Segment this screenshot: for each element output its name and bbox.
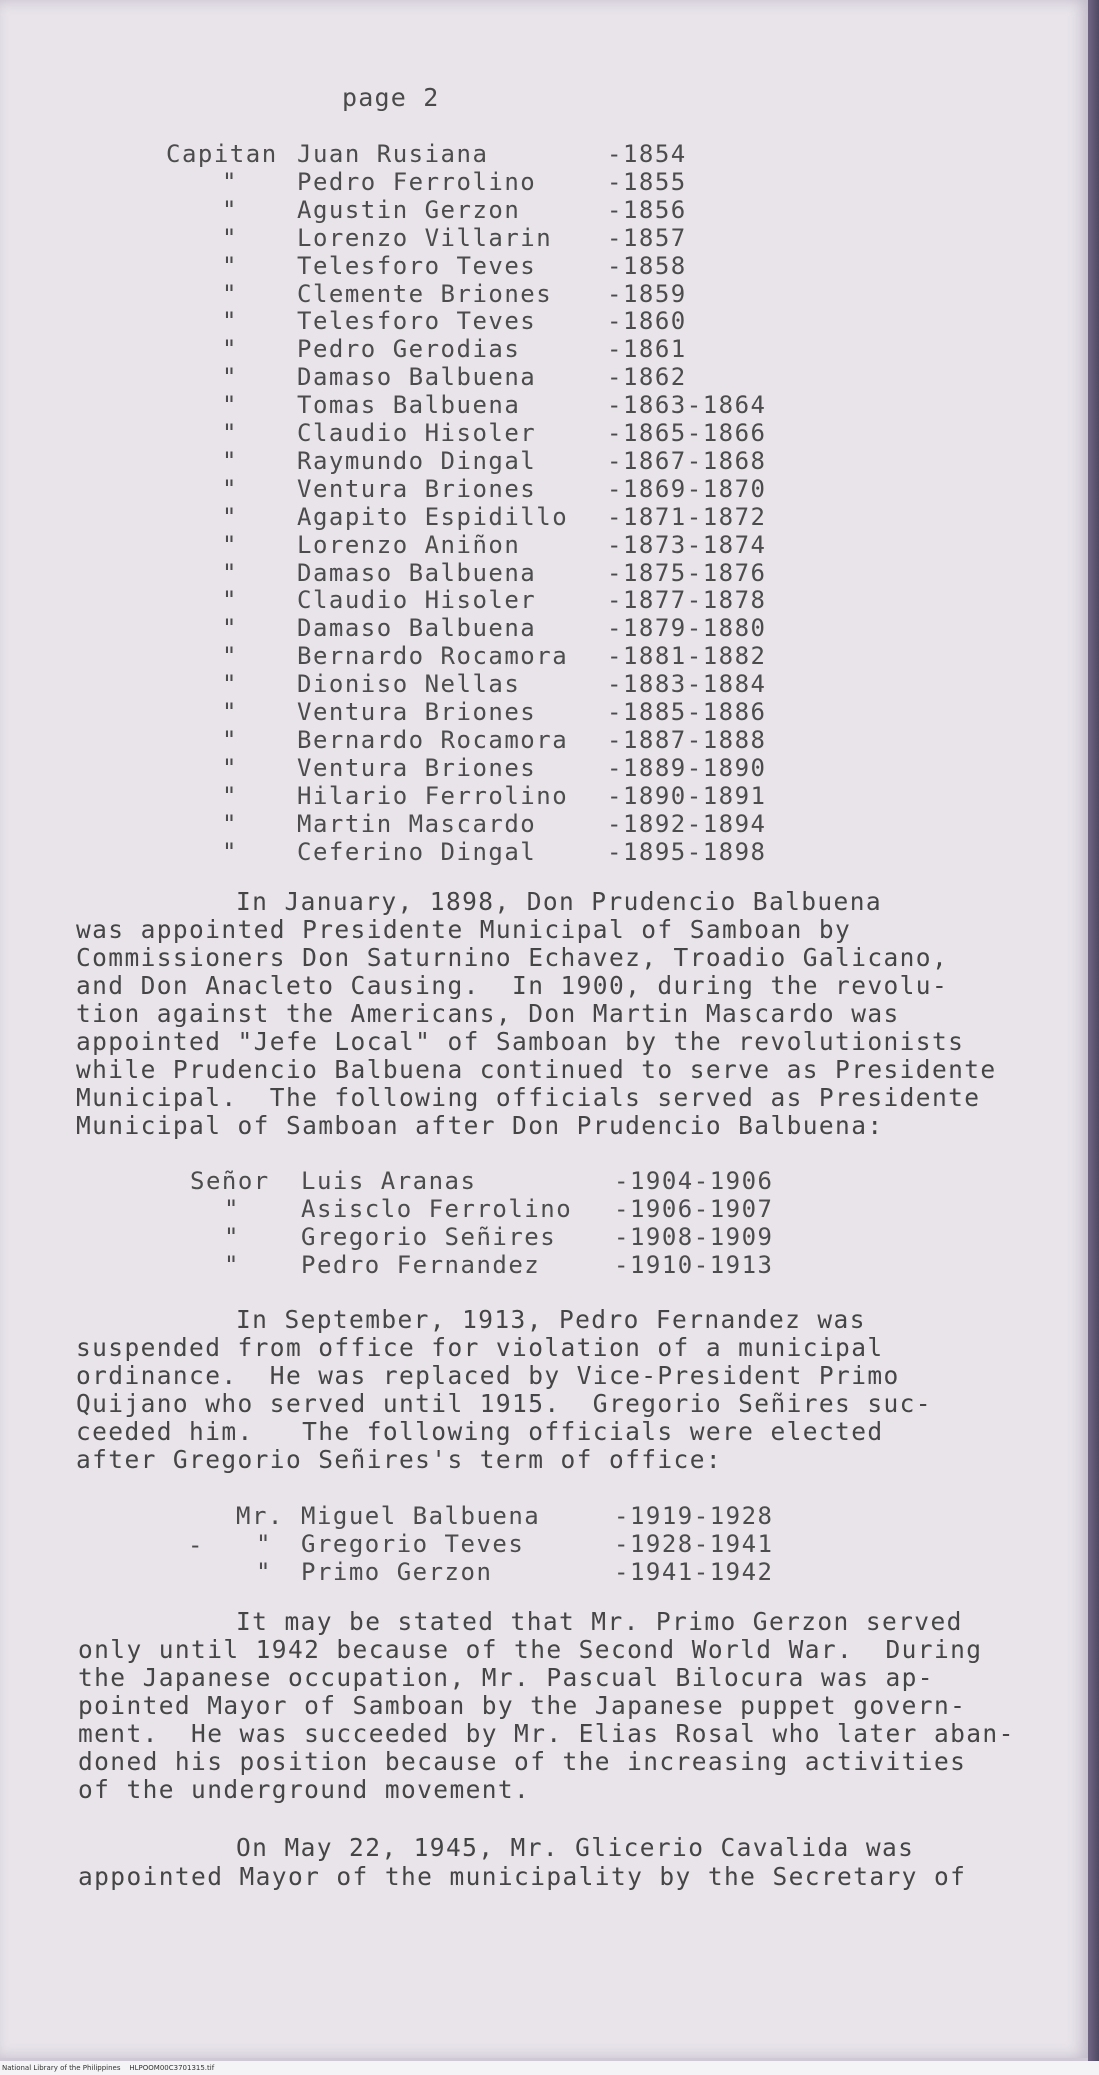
row-years: -1871-1872 <box>607 502 767 531</box>
paragraph-line: Commissioners Don Saturnino Echavez, Troadio Galicano, <box>76 943 949 972</box>
row-years: -1904-1906 <box>614 1167 774 1195</box>
list-row <box>0 363 900 391</box>
list-row <box>0 252 900 280</box>
row-title: " <box>222 781 238 810</box>
row-years: -1858 <box>607 251 687 280</box>
row-title: " <box>256 1530 272 1558</box>
paragraph-line: Municipal. The following officials served as Presidente <box>76 1083 981 1112</box>
row-title: " <box>224 1195 240 1223</box>
row-title: " <box>222 391 238 420</box>
paragraph-line: after Gregorio Señires's term of office: <box>76 1445 723 1474</box>
paragraph-line: doned his position because of the increasing activities <box>78 1747 967 1776</box>
list-row <box>0 586 900 614</box>
row-name: Lorenzo Villarin <box>297 223 553 252</box>
row-title: " <box>224 1251 240 1279</box>
paragraph-line: and Don Anacleto Causing. In 1900, during the revolu- <box>76 971 949 1000</box>
row-years: -1910-1913 <box>614 1251 774 1279</box>
row-title: " <box>222 837 238 866</box>
paragraph-line: was appointed Presidente Municipal of Samboan by <box>76 915 852 944</box>
paragraph-line: the Japanese occupation, Mr. Pascual Bilocura was ap- <box>78 1663 934 1692</box>
row-name: Pedro Ferrolino <box>297 167 537 196</box>
row-name: Telesforo Teves <box>297 307 537 336</box>
row-years: -1865-1866 <box>607 419 767 447</box>
row-title: " <box>222 335 238 364</box>
row-name: Bernardo Rocamora <box>297 642 569 671</box>
row-name: Martin Mascardo <box>297 809 537 838</box>
row-title: " <box>256 1558 272 1586</box>
row-title: Mr. <box>236 1502 284 1530</box>
scan-footer: National Library of the Philippines HLPOOM00C3701315.tif <box>0 2061 1099 2075</box>
list-row <box>0 559 900 587</box>
row-name: Tomas Balbuena <box>297 391 521 420</box>
row-years: -1855 <box>607 167 687 196</box>
row-name: Ceferino Dingal <box>297 837 537 866</box>
paragraph-line: ordinance. He was replaced by Vice-President Primo <box>76 1361 900 1390</box>
paragraph-line: tion against the Americans, Don Martin Mascardo was <box>76 999 900 1028</box>
list-row <box>0 782 900 810</box>
row-years: -1883-1884 <box>607 670 767 699</box>
row-years: -1892-1894 <box>607 809 767 838</box>
list-row <box>0 1502 900 1530</box>
paragraph-line: ceeded him. The following officials were elected <box>76 1417 884 1446</box>
list-row <box>0 1530 900 1558</box>
row-years: -1854 <box>607 140 687 168</box>
row-title: " <box>222 614 238 643</box>
row-title: " <box>222 642 238 671</box>
row-title: Señor <box>190 1167 270 1195</box>
paragraph-line: In September, 1913, Pedro Fernandez was <box>236 1305 866 1334</box>
row-years: -1862 <box>607 363 687 392</box>
list-row <box>0 642 900 670</box>
row-years: -1860 <box>607 307 687 336</box>
row-title: " <box>222 279 238 308</box>
row-title: " <box>222 474 238 503</box>
paragraph-line: In January, 1898, Don Prudencio Balbuena <box>236 887 883 916</box>
list-row <box>0 335 900 363</box>
list-row <box>0 810 900 838</box>
row-title: " <box>222 558 238 587</box>
paragraph-line: Municipal of Samboan after Don Prudencio Balbuena: <box>76 1111 884 1140</box>
row-years: -1885-1886 <box>607 698 767 726</box>
row-name: Ventura Briones <box>297 474 537 503</box>
row-name: Gregorio Teves <box>301 1530 525 1558</box>
list-row <box>0 140 900 168</box>
row-years: -1863-1864 <box>607 391 767 420</box>
row-name: Primo Gerzon <box>301 1558 493 1586</box>
list-row <box>0 307 900 335</box>
row-title: " <box>222 446 238 475</box>
paragraph-line: appointed Mayor of the municipality by the Secretary of <box>78 1862 967 1891</box>
paragraph-line: ment. He was succeeded by Mr. Elias Rosal who later aban- <box>78 1719 1015 1748</box>
paragraph-line: appointed "Jefe Local" of Samboan by the revolutionists <box>76 1027 965 1056</box>
list-row <box>0 447 900 475</box>
margin-dash: - <box>188 1531 204 1559</box>
list-row <box>0 280 900 308</box>
row-title: " <box>222 586 238 615</box>
row-name: Ventura Briones <box>297 753 537 782</box>
row-name: Damaso Balbuena <box>297 558 537 587</box>
row-years: -1856 <box>607 195 687 224</box>
paragraph-line: pointed Mayor of Samboan by the Japanese puppet govern- <box>78 1691 967 1720</box>
row-years: -1867-1868 <box>607 446 767 475</box>
paragraph-line: It may be stated that Mr. Primo Gerzon served <box>236 1607 963 1636</box>
page-label: page 2 <box>342 83 440 112</box>
row-title: " <box>222 167 238 196</box>
row-title: " <box>222 195 238 224</box>
list-row <box>0 224 900 252</box>
row-name: Agustin Gerzon <box>297 195 521 224</box>
row-name: Damaso Balbuena <box>297 614 537 643</box>
row-name: Pedro Fernandez <box>301 1251 541 1279</box>
row-years: -1919-1928 <box>614 1502 774 1530</box>
list-row <box>0 754 900 782</box>
list-row <box>0 1195 900 1223</box>
list-row <box>0 196 900 224</box>
list-row <box>0 838 900 866</box>
paragraph-line: only until 1942 because of the Second World War. During <box>78 1635 983 1664</box>
row-title: " <box>222 530 238 559</box>
row-title: " <box>222 725 238 754</box>
list-row <box>0 168 900 196</box>
row-name: Telesforo Teves <box>297 251 537 280</box>
row-name: Agapito Espidillo <box>297 502 569 531</box>
row-title: " <box>222 502 238 531</box>
row-years: -1895-1898 <box>607 837 767 866</box>
row-years: -1875-1876 <box>607 558 767 587</box>
row-name: Gregorio Señires <box>301 1223 557 1251</box>
row-title: " <box>222 307 238 336</box>
paragraph-line: On May 22, 1945, Mr. Glicerio Cavalida was <box>236 1833 915 1862</box>
list-row <box>0 419 900 447</box>
list-row <box>0 475 900 503</box>
row-title: " <box>222 698 238 726</box>
row-years: -1859 <box>607 279 687 308</box>
row-title: Capitan <box>166 140 278 168</box>
row-years: -1869-1870 <box>607 474 767 503</box>
row-name: Lorenzo Aniñon <box>297 530 521 559</box>
row-name: Juan Rusiana <box>297 140 489 168</box>
row-title: " <box>222 753 238 782</box>
row-years: -1928-1941 <box>614 1530 774 1558</box>
list-row <box>0 531 900 559</box>
row-title: " <box>222 670 238 699</box>
row-name: Hilario Ferrolino <box>297 781 569 810</box>
row-name: Raymundo Dingal <box>297 446 537 475</box>
row-years: -1879-1880 <box>607 614 767 643</box>
list-row <box>0 698 900 726</box>
paragraph-line: while Prudencio Balbuena continued to serve as Presidente <box>76 1055 997 1084</box>
paragraph-line: Quijano who served until 1915. Gregorio Señires suc- <box>76 1389 932 1418</box>
row-years: -1906-1907 <box>614 1195 774 1223</box>
list-row <box>0 1167 900 1195</box>
list-row <box>0 726 900 754</box>
list-row <box>0 1558 900 1586</box>
row-years: -1889-1890 <box>607 753 767 782</box>
row-name: Clemente Briones <box>297 279 553 308</box>
list-row <box>0 391 900 419</box>
paragraph-line: suspended from office for violation of a municipal <box>76 1333 884 1362</box>
row-years: -1861 <box>607 335 687 364</box>
row-years: -1881-1882 <box>607 642 767 671</box>
row-name: Pedro Gerodias <box>297 335 521 364</box>
list-row <box>0 1223 900 1251</box>
list-row <box>0 503 900 531</box>
row-name: Claudio Hisoler <box>297 419 537 447</box>
row-years: -1941-1942 <box>614 1558 774 1586</box>
row-name: Dioniso Nellas <box>297 670 521 699</box>
row-years: -1908-1909 <box>614 1223 774 1251</box>
row-name: Claudio Hisoler <box>297 586 537 615</box>
row-title: " <box>222 363 238 392</box>
row-title: " <box>222 251 238 280</box>
row-years: -1890-1891 <box>607 781 767 810</box>
row-name: Damaso Balbuena <box>297 363 537 392</box>
row-years: -1887-1888 <box>607 725 767 754</box>
row-title: " <box>222 419 238 447</box>
row-years: -1873-1874 <box>607 530 767 559</box>
row-name: Asisclo Ferrolino <box>301 1195 573 1223</box>
row-name: Bernardo Rocamora <box>297 725 569 754</box>
page-edge <box>1088 0 1099 2075</box>
paragraph-line: of the underground movement. <box>78 1775 531 1804</box>
row-title: " <box>222 223 238 252</box>
list-row <box>0 670 900 698</box>
list-row <box>0 1251 900 1279</box>
row-name: Ventura Briones <box>297 698 537 726</box>
row-years: -1857 <box>607 223 687 252</box>
row-title: " <box>222 809 238 838</box>
list-row <box>0 614 900 642</box>
row-name: Luis Aranas <box>301 1167 477 1195</box>
row-title: " <box>224 1223 240 1251</box>
row-years: -1877-1878 <box>607 586 767 615</box>
row-name: Miguel Balbuena <box>301 1502 541 1530</box>
